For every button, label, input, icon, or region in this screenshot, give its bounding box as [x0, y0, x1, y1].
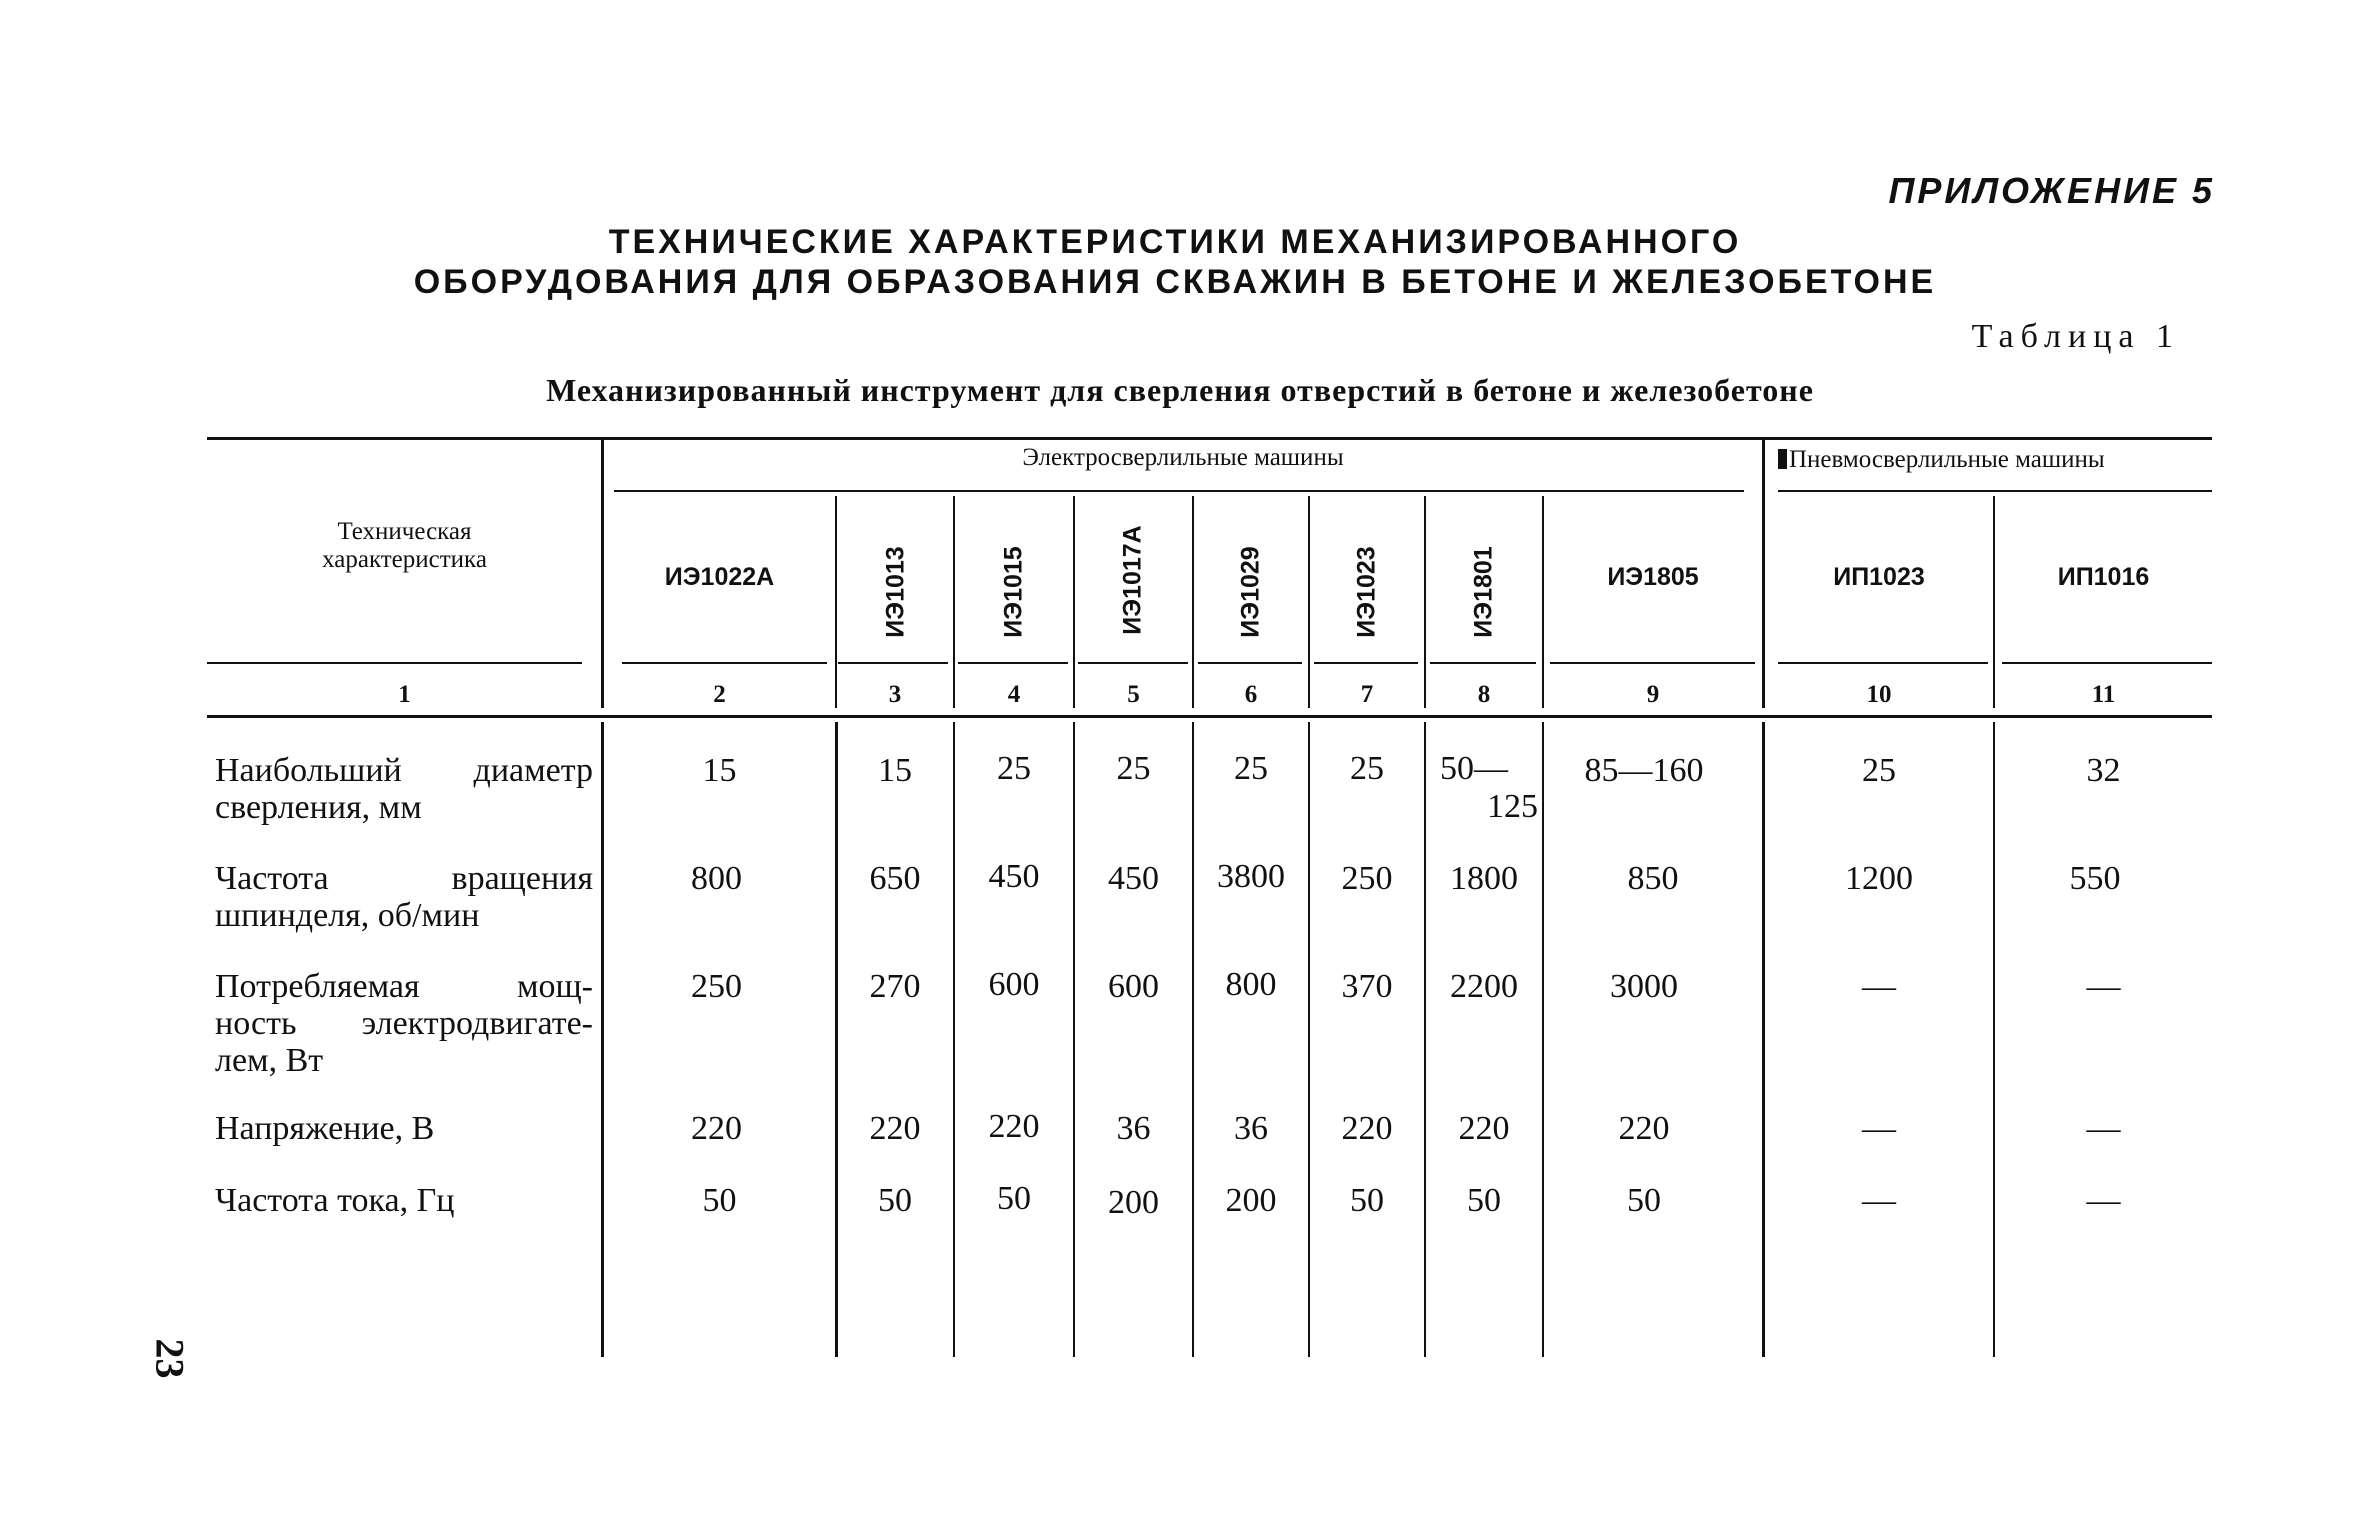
- vline-4: [1073, 722, 1075, 1357]
- column-number: 7: [1360, 681, 1374, 708]
- cell-value: 50: [1627, 1182, 1661, 1219]
- cell-value: 36: [1234, 1110, 1268, 1147]
- column-number: 2: [713, 681, 726, 708]
- ink-mark: [1778, 449, 1787, 469]
- row-label-line: сверления, мм: [215, 789, 422, 826]
- cell-value: 1800: [1450, 860, 1518, 897]
- cell-value: 450: [988, 858, 1040, 895]
- cell-value: 220: [691, 1110, 742, 1147]
- column-number: 8: [1477, 681, 1491, 708]
- cell-value-continued: 125: [1487, 788, 1538, 825]
- vline-3: [953, 722, 955, 1357]
- top-rule: [207, 437, 2212, 440]
- header-rule: [1778, 662, 1988, 664]
- cell-value: 3800: [1217, 858, 1285, 895]
- model-header: ИЭ1013: [881, 546, 910, 638]
- cell-value: 15: [878, 752, 912, 789]
- vline-5: [1192, 722, 1194, 1357]
- row-label-voltage: [215, 1110, 593, 1147]
- header-rule: [1198, 662, 1302, 664]
- group-underline-electric: [614, 490, 1744, 492]
- header-rule: [838, 662, 948, 664]
- row-label-line: лем, Вт: [215, 1042, 324, 1079]
- vline-7: [1424, 496, 1426, 708]
- column-number: 5: [1127, 681, 1140, 708]
- vline-10: [1993, 496, 1995, 708]
- header-characteristic-line: Техническая: [337, 518, 472, 545]
- vline-2: [835, 496, 837, 708]
- cell-value: 50: [997, 1180, 1031, 1217]
- model-header: ИЭ1015: [999, 546, 1028, 638]
- cell-value: —: [2086, 968, 2121, 1005]
- row-label-line: Частота вращения: [215, 860, 593, 897]
- row-label-max-diameter: [215, 752, 593, 826]
- cell-value: 220: [869, 1110, 921, 1147]
- column-number: 4: [1007, 681, 1021, 708]
- cell-value: 50: [1467, 1182, 1501, 1219]
- vline-6: [1308, 496, 1310, 708]
- vline-9: [1762, 722, 1765, 1357]
- cell-value: 50—: [1440, 750, 1508, 787]
- title-line-2: ОБОРУДОВАНИЯ ДЛЯ ОБРАЗОВАНИЯ СКВАЖИН В БЕТОНЕ И ЖЕЛЕЗОБЕТОНЕ: [413, 263, 1937, 301]
- cell-value: 600: [1108, 968, 1159, 1005]
- cell-value: 800: [1225, 966, 1277, 1003]
- cell-value: 250: [1341, 860, 1393, 897]
- cell-value: —: [1862, 1182, 1896, 1219]
- title-line-1: ТЕХНИЧЕСКИЕ ХАРАКТЕРИСТИКИ МЕХАНИЗИРОВАННОГО: [608, 223, 1742, 261]
- cell-value: 450: [1108, 860, 1159, 897]
- cell-value: 25: [1234, 750, 1268, 787]
- numbers-rule: [207, 715, 2212, 718]
- row-label-power: [215, 968, 593, 1079]
- model-header: ИП1016: [2057, 563, 2150, 591]
- column-number: 11: [2091, 681, 2116, 708]
- row-label-line: ность электродвигате-: [215, 1005, 593, 1042]
- model-header: ИЭ1029: [1236, 546, 1265, 638]
- vline-3: [953, 496, 955, 708]
- vline-4: [1073, 496, 1075, 708]
- cell-value: 800: [691, 860, 742, 897]
- row-label-spindle-speed: [215, 860, 593, 934]
- appendix-label: ПРИЛОЖЕНИЕ 5: [1888, 170, 2215, 211]
- cell-value: 50: [1350, 1182, 1384, 1219]
- header-rule: [2002, 662, 2212, 664]
- cell-value: 85—160: [1584, 752, 1704, 789]
- model-header: ИЭ1022А: [664, 563, 775, 591]
- cell-value: 550: [2069, 860, 2121, 897]
- header-rule: [1314, 662, 1418, 664]
- header-group-electric: Электросверлильные машины: [1022, 444, 1344, 471]
- header-group-pneumatic-label: Пневмосверлильные машины: [1789, 446, 2105, 473]
- header-rule: [1430, 662, 1536, 664]
- column-number: 6: [1244, 681, 1258, 708]
- cell-value: —: [2086, 1110, 2121, 1147]
- cell-value: 1200: [1845, 860, 1913, 897]
- row-label-line: Наибольший диаметр: [215, 752, 593, 789]
- vline-5: [1192, 496, 1194, 708]
- header-rule: [1078, 662, 1188, 664]
- page-number: 23: [147, 1338, 193, 1379]
- model-header: ИЭ1801: [1469, 546, 1498, 638]
- header-rule: [1550, 662, 1755, 664]
- vline-10: [1993, 722, 1995, 1357]
- header-rule: [622, 662, 827, 664]
- row-label-line: Напряжение, В: [215, 1110, 435, 1147]
- model-header: ИП1023: [1833, 563, 1925, 591]
- row-label-line: Потребляемая мощ-: [215, 968, 593, 1005]
- document-title: [300, 222, 2050, 302]
- cell-value: 220: [1341, 1110, 1393, 1147]
- cell-value: 270: [869, 968, 921, 1005]
- table-number: Таблица 1: [1971, 318, 2180, 355]
- cell-value: 650: [869, 860, 921, 897]
- vline-2: [835, 722, 838, 1357]
- column-number: 9: [1646, 681, 1660, 708]
- cell-value: 600: [988, 966, 1040, 1003]
- cell-value: 220: [1458, 1110, 1510, 1147]
- model-header: ИЭ1023: [1352, 546, 1381, 638]
- cell-value: 25: [1116, 750, 1151, 787]
- cell-value: 850: [1627, 860, 1679, 897]
- row-label-frequency: [215, 1182, 593, 1219]
- cell-value: 32: [2086, 752, 2121, 789]
- cell-value: 200: [1225, 1182, 1277, 1219]
- column-number: 1: [398, 681, 411, 708]
- cell-value: 200: [1108, 1184, 1159, 1221]
- cell-value: 3000: [1610, 968, 1678, 1005]
- vline-1: [601, 722, 604, 1357]
- cell-value: —: [1862, 1110, 1896, 1147]
- model-header: ИЭ1805: [1607, 563, 1699, 591]
- table-caption: Механизированный инструмент для сверления отверстий в бетоне и железобетоне: [546, 372, 1814, 408]
- vline-6: [1308, 722, 1310, 1357]
- vline-8: [1542, 496, 1544, 708]
- cell-value: —: [2086, 1182, 2121, 1219]
- cell-value: 50: [702, 1182, 737, 1219]
- cell-value: 25: [1350, 750, 1384, 787]
- header-rule: [958, 662, 1068, 664]
- cell-value: 36: [1116, 1110, 1151, 1147]
- group-underline-pneumatic: [1778, 490, 2212, 492]
- cell-value: 15: [702, 752, 737, 789]
- row-label-line: шпинделя, об/мин: [215, 897, 480, 934]
- header-rule: [207, 662, 582, 664]
- cell-value: 25: [997, 750, 1031, 787]
- column-number: 3: [888, 681, 902, 708]
- row-label-line: Частота тока, Гц: [215, 1182, 455, 1219]
- cell-value: 25: [1862, 752, 1896, 789]
- cell-value: 250: [691, 968, 742, 1005]
- cell-value: 220: [1618, 1110, 1670, 1147]
- cell-value: 220: [988, 1108, 1040, 1145]
- header-group-pneumatic: [1778, 446, 2218, 474]
- header-characteristic-line: характеристика: [322, 546, 487, 573]
- vline-8: [1542, 722, 1544, 1357]
- cell-value: 370: [1341, 968, 1393, 1005]
- model-header: ИЭ1017А: [1118, 525, 1147, 635]
- header-characteristic: [207, 518, 602, 574]
- cell-value: 2200: [1450, 968, 1518, 1005]
- cell-value: 50: [878, 1182, 912, 1219]
- column-number: 10: [1866, 681, 1892, 708]
- cell-value: —: [1862, 968, 1896, 1005]
